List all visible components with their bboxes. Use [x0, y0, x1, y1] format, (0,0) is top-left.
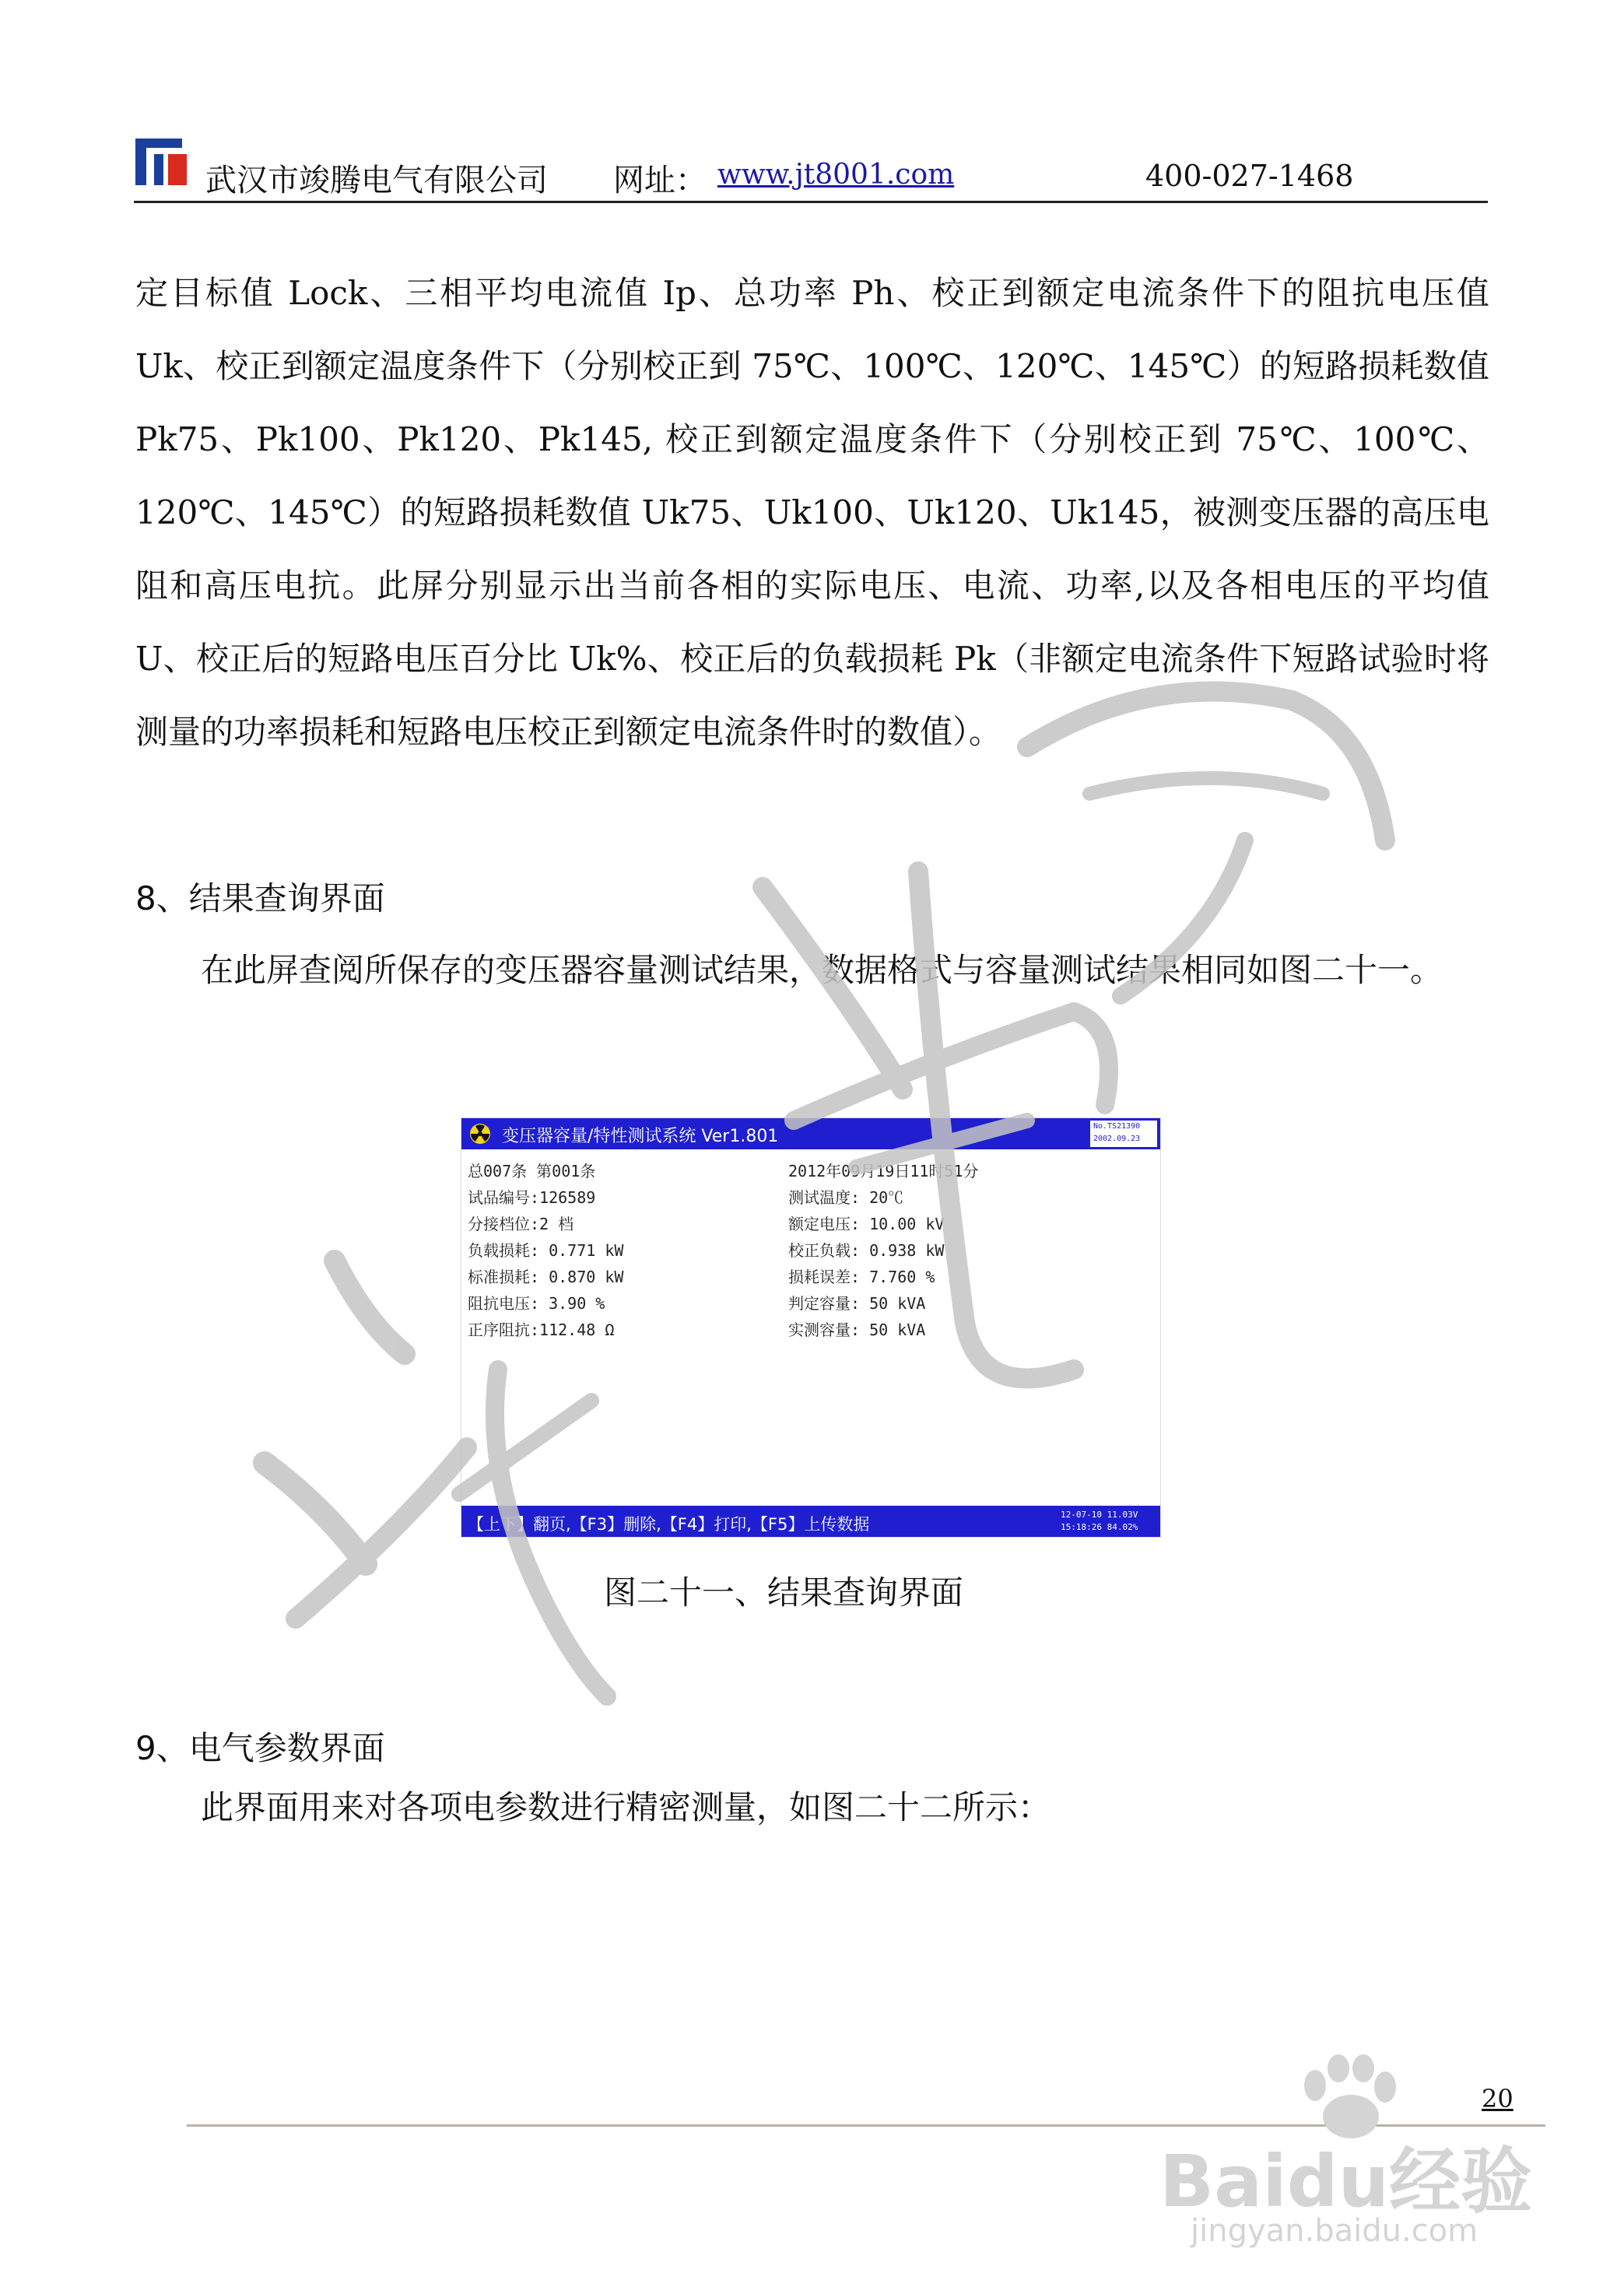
header-divider — [134, 201, 1488, 203]
screen-title-bar — [461, 1118, 1160, 1149]
paw-icon — [1292, 2054, 1408, 2140]
website-label: 网址： — [613, 163, 707, 198]
screen-footer-bar — [461, 1506, 1160, 1537]
tap-position: 分接档位:2 档 — [468, 1215, 574, 1233]
badge-line-2: 2002.09.23 — [1093, 1135, 1141, 1143]
company-name: 武汉市竣腾电气有限公司 — [205, 163, 548, 198]
page-number: 20 — [1482, 2084, 1514, 2113]
rated-voltage: 额定电压: 10.00 kV — [788, 1215, 945, 1233]
sample-id: 试品编号:126589 — [468, 1188, 596, 1207]
loss-error: 损耗误差: 7.760 % — [788, 1268, 935, 1286]
baidu-url: jingyan.baidu.com — [1191, 2213, 1478, 2249]
standard-loss: 标准损耗: 0.870 kW — [468, 1268, 624, 1286]
section-8-text: 在此屏查阅所保存的变压器容量测试结果，数据格式与容量测试结果相同如图二十一。 — [201, 951, 1443, 989]
status-line-1: 12-07-10 11.03V — [1061, 1510, 1138, 1520]
screen-title: 变压器容量/特性测试系统 Ver1.801 — [502, 1127, 779, 1146]
radiation-icon — [469, 1123, 491, 1145]
load-loss: 负载损耗: 0.771 kW — [468, 1241, 624, 1260]
test-datetime: 2012年09月19日11时51分 — [788, 1162, 979, 1180]
website-link[interactable]: www.jt8001.com — [717, 159, 955, 191]
screen-key-commands: 【上下】翻页,【F3】删除,【F4】打印,【F5】上传数据 — [468, 1515, 870, 1534]
status-line-2: 15:18:26 84.02% — [1061, 1522, 1138, 1532]
screen-serial-badge — [1090, 1121, 1157, 1147]
measured-capacity: 实测容量: 50 kVA — [788, 1321, 926, 1339]
footer-divider — [187, 2124, 1545, 2127]
result-query-screenshot — [461, 1117, 1161, 1538]
impedance-voltage: 阻抗电压: 3.90 % — [468, 1294, 605, 1313]
section-9-heading: 9、电气参数界面 — [135, 1729, 385, 1767]
section-9-text: 此界面用来对各项电参数进行精密测量，如图二十二所示： — [201, 1788, 1051, 1826]
paragraph-intro: 定目标值 Lock、三相平均电流值 Ip、总功率 Ph、校正到额定电流条件下的阻抗电压值 Uk、校正到额定温度条件下（分别校正到 75℃、100℃、120℃、145℃）的短路损耗数值 Pk75、Pk100、Pk120、Pk145, 校正到额定温度条件下（分别校正到 75℃、100℃、120℃、145℃）的短路损耗数值 Uk75、Uk100、Uk120、Uk145，被测变压器的高压电阻和高压电抗。此屏分别显示出当前各相的实际电压、电流、功率,以及各相电压的平均值 U、校正后的短路电压百分比 Uk%、校正后的负载损耗 Pk（非额定电流条件下短路试验时将测量的功率损耗和短路电压校正到额定电流条件时的数值）。 — [135, 274, 1489, 751]
positive-sequence-impedance: 正序阻抗:112.48 Ω — [468, 1321, 615, 1339]
phone-number: 400-027-1468 — [1145, 159, 1354, 193]
record-count: 总007条 第001条 — [468, 1162, 596, 1180]
figure-21-caption: 图二十一、结果查询界面 — [604, 1573, 964, 1612]
test-temperature: 测试温度: 20℃ — [788, 1188, 904, 1207]
badge-line-1: No.TS21390 — [1093, 1122, 1141, 1131]
corrected-load: 校正负载: 0.938 kW — [788, 1241, 945, 1260]
company-logo — [134, 132, 190, 188]
baidu-logo-text: Baidu经验 — [1159, 2140, 1533, 2223]
screen-status-info — [1061, 1509, 1138, 1534]
section-8-heading: 8、结果查询界面 — [135, 879, 385, 917]
judged-capacity: 判定容量: 50 kVA — [788, 1294, 926, 1313]
